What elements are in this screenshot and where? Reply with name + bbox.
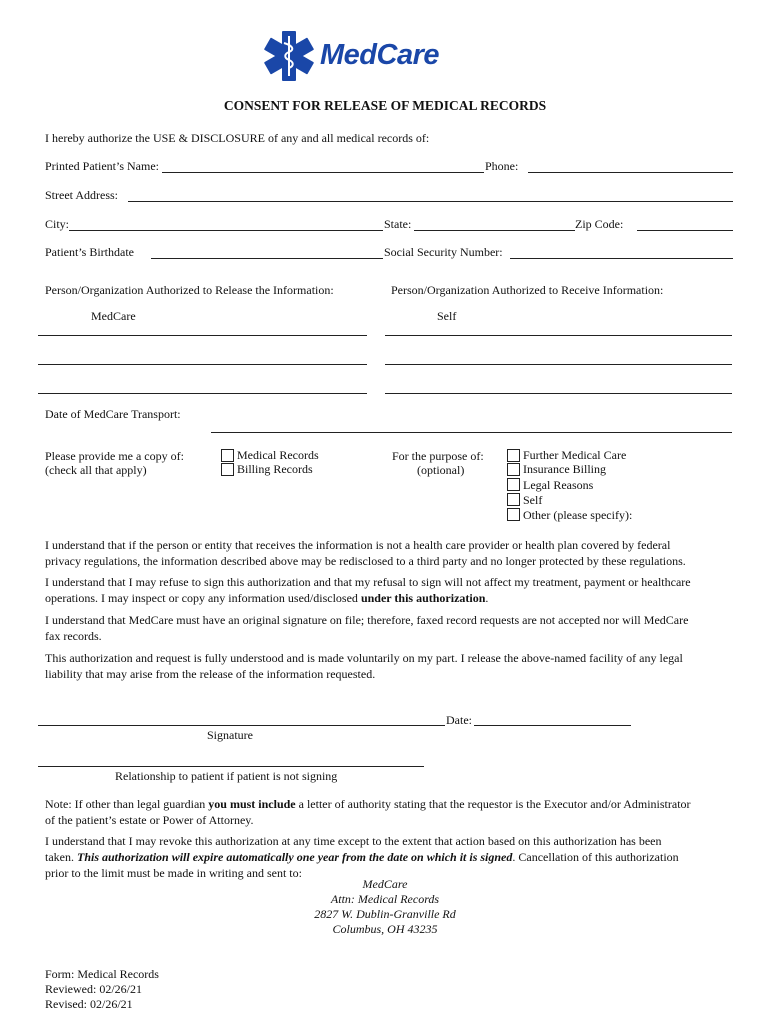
street-field[interactable] <box>128 201 733 202</box>
date-field[interactable] <box>474 725 631 726</box>
birthdate-field[interactable] <box>151 258 383 259</box>
city-field[interactable] <box>69 230 383 231</box>
transport-date-field[interactable] <box>211 432 732 433</box>
self-label: Self <box>523 493 543 507</box>
relationship-field[interactable] <box>38 766 424 767</box>
billing-records-label: Billing Records <box>237 462 313 476</box>
self-checkbox[interactable] <box>507 493 520 506</box>
intro-text: I hereby authorize the USE & DISCLOSURE of any and all medical records of: <box>45 131 430 145</box>
other-checkbox[interactable] <box>507 508 520 521</box>
birthdate-label: Patient’s Birthdate <box>45 245 134 259</box>
ssn-label: Social Security Number: <box>384 245 503 259</box>
form-footer: Form: Medical Records Reviewed: 02/26/21 Revised: 02/26/21 <box>45 967 159 1011</box>
ssn-field[interactable] <box>510 258 733 259</box>
state-label: State: <box>384 217 412 231</box>
revoke-paragraph: I understand that I may revoke this authorization at any time except to the extent that action based on this authorization has been taken. This authorization will expire automatically one year from the date on which it is signed. Cancellation of this authorization prior to the limit must be made in writing and sent to: <box>45 834 679 880</box>
release-to-value: Self <box>437 309 457 323</box>
street-label: Street Address: <box>45 188 118 202</box>
medical-records-checkbox[interactable] <box>221 449 234 462</box>
release-to-line-2[interactable] <box>385 364 732 365</box>
purpose-label: For the purpose of: <box>392 449 484 463</box>
zip-label: Zip Code: <box>575 217 624 231</box>
release-from-value: MedCare <box>91 309 136 323</box>
legal-reasons-label: Legal Reasons <box>523 478 594 492</box>
zip-field[interactable] <box>637 230 733 231</box>
release-from-line-1[interactable] <box>38 335 367 336</box>
patient-name-label: Printed Patient’s Name: <box>45 159 159 173</box>
phone-field[interactable] <box>528 172 733 173</box>
release-from-line-3[interactable] <box>38 393 367 394</box>
billing-records-checkbox[interactable] <box>221 463 234 476</box>
release-to-label: Person/Organization Authorized to Receive Information: <box>391 283 664 297</box>
page-title: CONSENT FOR RELEASE OF MEDICAL RECORDS <box>223 98 547 113</box>
further-care-checkbox[interactable] <box>507 449 520 462</box>
medical-records-label: Medical Records <box>237 448 319 462</box>
star-of-life-icon <box>262 29 316 83</box>
copy-of-label: Please provide me a copy of: <box>45 449 184 463</box>
release-to-line-3[interactable] <box>385 393 732 394</box>
medcare-logo <box>262 31 452 83</box>
release-to-line-1[interactable] <box>385 335 732 336</box>
transport-date-label: Date of MedCare Transport: <box>45 407 181 421</box>
insurance-billing-checkbox[interactable] <box>507 463 520 476</box>
legal-reasons-checkbox[interactable] <box>507 478 520 491</box>
release-from-label: Person/Organization Authorized to Release the Information: <box>45 283 334 297</box>
relationship-label: Relationship to patient if patient is not signing <box>115 769 338 783</box>
release-from-line-2[interactable] <box>38 364 367 365</box>
copy-of-hint: (check all that apply) <box>45 463 147 477</box>
city-label: City: <box>45 217 70 231</box>
paragraph-voluntary: This authorization and request is fully understood and is made voluntarily on my part. I release the above-named facility of any legal liability that may arise from the release of the information requested. <box>45 651 683 681</box>
paragraph-refusal: I understand that I may refuse to sign this authorization and that my refusal to sign will not affect my treatment, payment or healthcare operations. I may inspect or copy any information used/disclosed under this authorization. <box>45 575 691 605</box>
signature-label: Signature <box>207 728 253 742</box>
signature-field[interactable] <box>38 725 445 726</box>
mailing-address: MedCare Attn: Medical Records 2827 W. Dublin-Granville Rd Columbus, OH 43235 <box>314 877 456 936</box>
other-label: Other (please specify): <box>523 508 633 522</box>
date-label: Date: <box>446 713 472 727</box>
paragraph-original-signature: I understand that MedCare must have an original signature on file; therefore, faxed record requests are not accepted nor will MedCare fax records. <box>45 613 689 643</box>
further-care-label: Further Medical Care <box>523 448 627 462</box>
note-paragraph: Note: If other than legal guardian you must include a letter of authority stating that the requestor is the Executor and/or Administrator of the patient’s estate or Power of Attorney. <box>45 797 691 827</box>
phone-label: Phone: <box>485 159 519 173</box>
patient-name-field[interactable] <box>162 172 484 173</box>
state-field[interactable] <box>414 230 575 231</box>
insurance-billing-label: Insurance Billing <box>523 462 606 476</box>
paragraph-redisclosure: I understand that if the person or entity that receives the information is not a health care provider or health plan covered by federal privacy regulations, the information described above may be redisclosed to a third party and no longer protected by these regulations. <box>45 538 686 568</box>
logo-text: MedCare <box>320 39 439 71</box>
purpose-hint: (optional) <box>417 463 465 477</box>
